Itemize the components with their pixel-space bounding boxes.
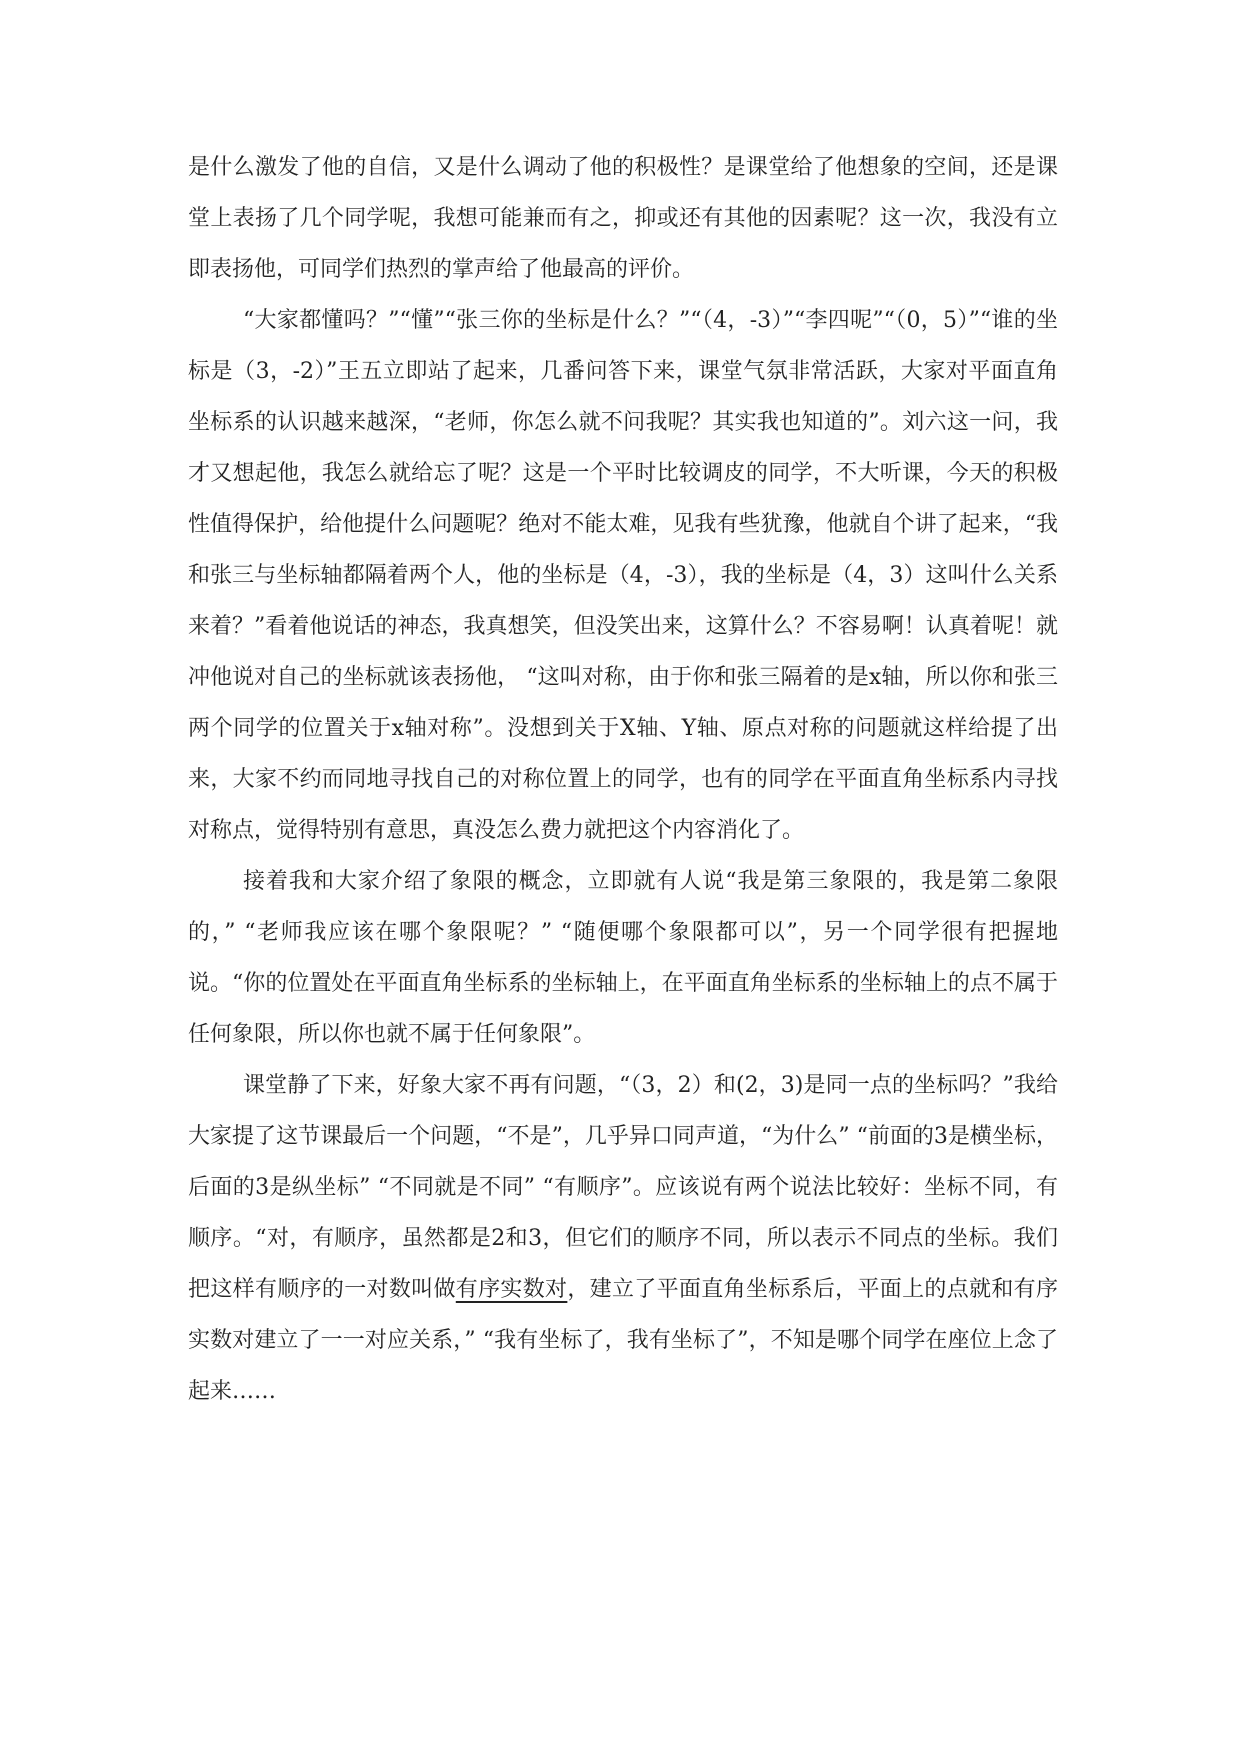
paragraph-1-text: 是什么激发了他的自信，又是什么调动了他的积极性？是课堂给了他想象的空间，还是课堂上表扬了几个同学呢，我想可能兼而有之，抑或还有其他的因素呢？这一次，我没有立即表扬他，可同学们热烈的掌声给了他最高的评价。 (188, 155, 1058, 282)
paragraph-4-text-b: ，建立了平面直角坐标系后，平面上的点就和有序实数对建立了一一对应关系，” “我有坐标了，我有坐标了”，不知是哪个同学在座位上念了起来…… (188, 1277, 1058, 1404)
paragraph-4 (188, 1060, 1058, 1417)
paragraph-4-text-a: 课堂静了下来，好象大家不再有问题，“（3，2）和(2，3)是同一点的坐标吗？”我给大家提了这节课最后一个问题，“不是”，几乎异口同声道，“为什么” “前面的3是横坐标，后面的3是纵坐标” “不同就是不同” “有顺序”。应该说有两个说法比较好：坐标不同，有顺序。“对，有顺序，虽然都是2和3，但它们的顺序不同，所以表示不同点的坐标。我们把这样有顺序的一对数叫做 (188, 1073, 1058, 1302)
paragraph-2-text: “大家都懂吗？”“懂”“张三你的坐标是什么？”“（4，-3）”“李四呢”“（0，5）”“谁的坐标是（3，-2）”王五立即站了起来，几番问答下来，课堂气氛非常活跃，大家对平面直角坐标系的认识越来越深，“老师，你怎么就不问我呢？其实我也知道的”。刘六这一问，我才又想起他，我怎么就给忘了呢？这是一个平时比较调皮的同学，不大听课，今天的积极性值得保护，给他提什么问题呢？绝对不能太难，见我有些犹豫，他就自个讲了起来，“我和张三与坐标轴都隔着两个人，他的坐标是（4，-3），我的坐标是（4，3）这叫什么关系来着？”看着他说话的神态，我真想笑，但没笑出来，这算什么？不容易啊！认真着呢！就冲他说对自己的坐标就该表扬他， “这叫对称，由于你和张三隔着的是x轴，所以你和张三两个同学的位置关于x轴对称”。没想到关于X轴、Y轴、原点对称的问题就这样给提了出来，大家不约而同地寻找自己的对称位置上的同学，也有的同学在平面直角坐标系内寻找对称点，觉得特别有意思，真没怎么费力就把这个内容消化了。 (188, 308, 1058, 843)
document-body (188, 142, 1058, 1417)
paragraph-1 (188, 142, 1058, 295)
paragraph-3-text: 接着我和大家介绍了象限的概念，立即就有人说“我是第三象限的，我是第二象限的，” “老师我应该在哪个象限呢？” “随便哪个象限都可以”，另一个同学很有把握地说。“你的位置处在平面直角坐标系的坐标轴上，在平面直角坐标系的坐标轴上的点不属于任何象限，所以你也就不属于任何象限”。 (188, 869, 1058, 1047)
underlined-term: 有序实数对 (455, 1277, 568, 1302)
paragraph-2 (188, 295, 1058, 856)
paragraph-3 (188, 856, 1058, 1060)
